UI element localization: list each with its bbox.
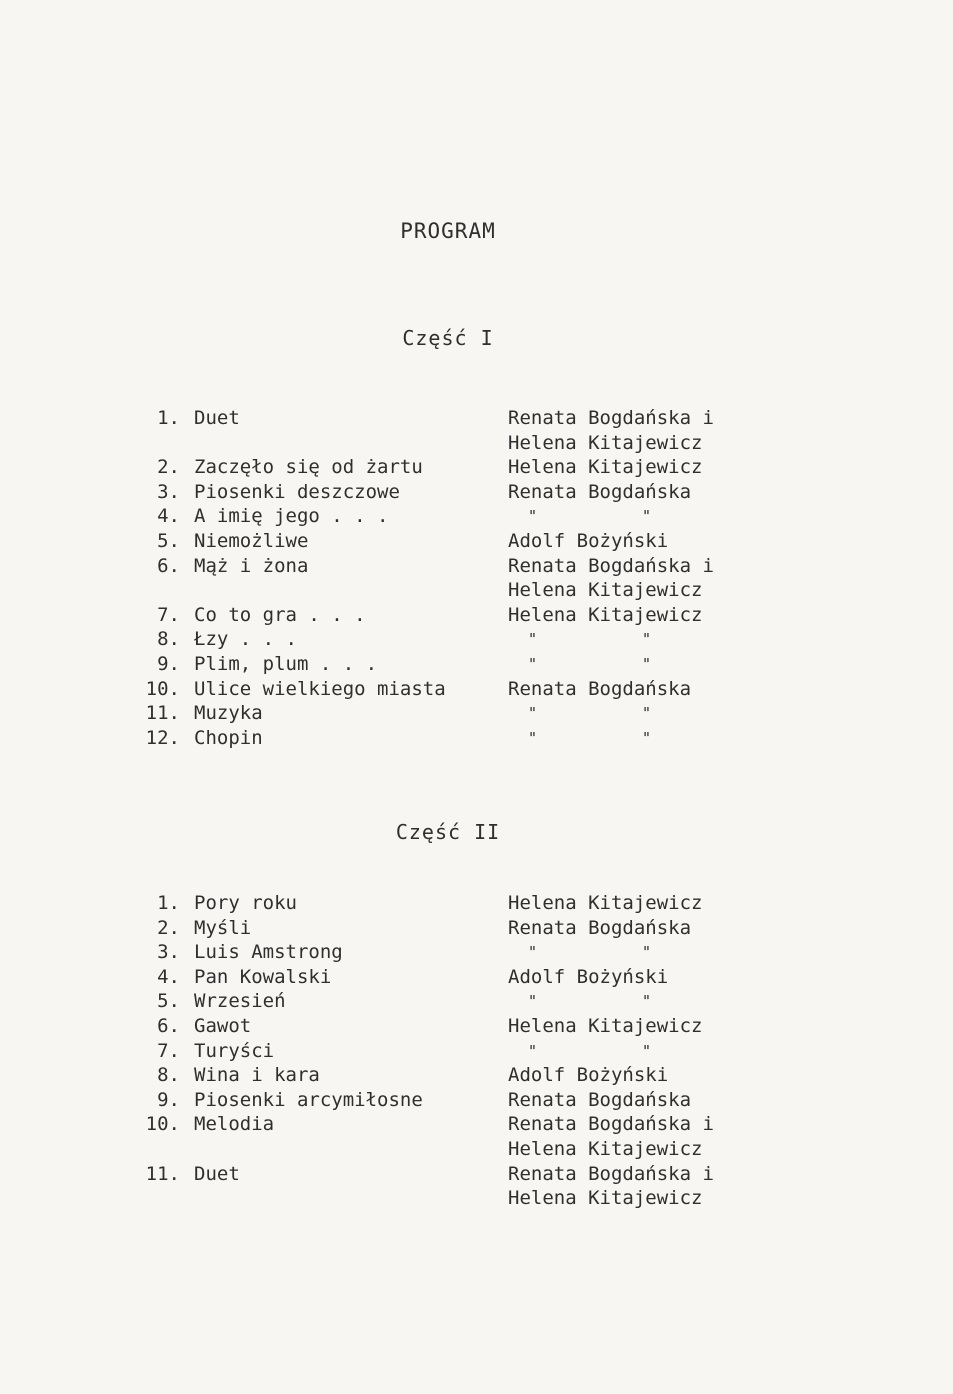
performer-name: Adolf Bożyński bbox=[508, 529, 669, 552]
program-row bbox=[0, 726, 953, 751]
ditto-mark-right: " bbox=[642, 1041, 652, 1060]
item-number: 6. bbox=[157, 554, 180, 577]
performer-name: Helena Kitajewicz bbox=[508, 579, 703, 602]
piece-title: Turyści bbox=[194, 1039, 275, 1062]
program-row bbox=[0, 480, 953, 505]
program-row bbox=[0, 554, 953, 579]
item-number: 7. bbox=[157, 1039, 180, 1062]
program-row bbox=[0, 965, 953, 990]
program-row bbox=[0, 1186, 953, 1211]
piece-title: Piosenki arcymiłosne bbox=[194, 1088, 423, 1111]
performer-name: Helena Kitajewicz bbox=[508, 1187, 703, 1210]
program-row bbox=[0, 504, 953, 529]
part-2-heading: Część II bbox=[395, 820, 501, 844]
item-number: 10. bbox=[145, 677, 180, 700]
program-row bbox=[0, 1039, 953, 1064]
performer-name: Helena Kitajewicz bbox=[508, 603, 703, 626]
piece-title: Duet bbox=[194, 1162, 240, 1185]
item-number: 8. bbox=[157, 1064, 180, 1087]
program-row bbox=[0, 529, 953, 554]
piece-title: Duet bbox=[194, 407, 240, 429]
ditto-mark-right: " bbox=[642, 728, 652, 747]
performer-name: Renata Bogdańska i bbox=[508, 554, 714, 577]
performer-name: Renata Bogdańska i bbox=[508, 1113, 714, 1136]
program-row bbox=[0, 677, 953, 702]
ditto-mark-left: " bbox=[528, 507, 538, 526]
program-row bbox=[0, 1088, 953, 1113]
ditto-mark-left: " bbox=[528, 704, 538, 723]
item-number: 2. bbox=[157, 916, 180, 939]
item-number: 6. bbox=[157, 1014, 180, 1037]
ditto-mark-left: " bbox=[528, 992, 538, 1011]
ditto-mark-left: " bbox=[528, 943, 538, 962]
program-row bbox=[0, 652, 953, 677]
ditto-mark-right: " bbox=[642, 992, 652, 1011]
program-row bbox=[0, 701, 953, 726]
piece-title: Luis Amstrong bbox=[194, 941, 343, 964]
item-number: 3. bbox=[157, 480, 180, 503]
piece-title: Pan Kowalski bbox=[194, 965, 332, 988]
program-row bbox=[0, 940, 953, 965]
item-number: 12. bbox=[145, 726, 180, 749]
item-number: 1. bbox=[157, 407, 180, 429]
item-number: 9. bbox=[157, 652, 180, 675]
item-number: 4. bbox=[157, 965, 180, 988]
program-row bbox=[0, 891, 953, 916]
item-number: 10. bbox=[145, 1113, 180, 1136]
performer-name: Helena Kitajewicz bbox=[508, 431, 703, 454]
piece-title: Piosenki deszczowe bbox=[194, 480, 400, 503]
part-2-list bbox=[0, 891, 953, 1211]
program-row bbox=[0, 1112, 953, 1137]
performer-name: Renata Bogdańska bbox=[508, 677, 692, 700]
piece-title: Gawot bbox=[194, 1014, 252, 1037]
piece-title: Łzy . . . bbox=[194, 628, 297, 651]
item-number: 5. bbox=[157, 990, 180, 1013]
program-row bbox=[0, 431, 953, 456]
piece-title: Pory roku bbox=[194, 892, 297, 914]
ditto-mark-left: " bbox=[528, 630, 538, 649]
piece-title: Co to gra . . . bbox=[194, 603, 366, 626]
program-row bbox=[0, 1137, 953, 1162]
ditto-mark-right: " bbox=[642, 507, 652, 526]
performer-name: Renata Bogdańska bbox=[508, 1088, 692, 1111]
piece-title: Melodia bbox=[194, 1113, 275, 1136]
ditto-mark-right: " bbox=[642, 704, 652, 723]
ditto-mark-left: " bbox=[528, 654, 538, 673]
program-row bbox=[0, 1162, 953, 1187]
performer-name: Helena Kitajewicz bbox=[508, 456, 703, 479]
piece-title: Muzyka bbox=[194, 702, 263, 725]
performer-name: Renata Bogdańska bbox=[508, 916, 692, 939]
piece-title: Mąż i żona bbox=[194, 554, 309, 577]
item-number: 11. bbox=[145, 702, 180, 725]
piece-title: Plim, plum . . . bbox=[194, 652, 378, 675]
part-1-heading: Część I bbox=[402, 326, 494, 350]
program-row bbox=[0, 603, 953, 628]
ditto-mark-left: " bbox=[528, 1041, 538, 1060]
performer-name: Renata Bogdańska i bbox=[508, 1162, 714, 1185]
part-1-list bbox=[0, 406, 953, 750]
ditto-mark-right: " bbox=[642, 630, 652, 649]
performer-name: Helena Kitajewicz bbox=[508, 892, 703, 914]
performer-name: Renata Bogdańska i bbox=[508, 407, 714, 429]
piece-title: A imię jego . . . bbox=[194, 505, 389, 528]
piece-title: Wina i kara bbox=[194, 1064, 320, 1087]
ditto-mark-right: " bbox=[642, 943, 652, 962]
program-row bbox=[0, 627, 953, 652]
item-number: 1. bbox=[157, 892, 180, 914]
program-row bbox=[0, 916, 953, 941]
performer-name: Adolf Bożyński bbox=[508, 965, 669, 988]
program-row bbox=[0, 1014, 953, 1039]
piece-title: Niemożliwe bbox=[194, 529, 309, 552]
performer-name: Helena Kitajewicz bbox=[508, 1137, 703, 1160]
item-number: 8. bbox=[157, 628, 180, 651]
page-title: PROGRAM bbox=[400, 219, 496, 243]
program-row bbox=[0, 1063, 953, 1088]
item-number: 11. bbox=[145, 1162, 180, 1185]
piece-title: Wrzesień bbox=[194, 990, 286, 1013]
piece-title: Zaczęło się od żartu bbox=[194, 456, 423, 479]
program-row bbox=[0, 578, 953, 603]
item-number: 3. bbox=[157, 941, 180, 964]
performer-name: Adolf Bożyński bbox=[508, 1064, 669, 1087]
item-number: 4. bbox=[157, 505, 180, 528]
piece-title: Ulice wielkiego miasta bbox=[194, 677, 446, 700]
program-row bbox=[0, 406, 953, 431]
ditto-mark-left: " bbox=[528, 728, 538, 747]
piece-title: Chopin bbox=[194, 726, 263, 749]
item-number: 2. bbox=[157, 456, 180, 479]
piece-title: Myśli bbox=[194, 916, 252, 939]
performer-name: Renata Bogdańska bbox=[508, 480, 692, 503]
performer-name: Helena Kitajewicz bbox=[508, 1014, 703, 1037]
item-number: 5. bbox=[157, 529, 180, 552]
program-row bbox=[0, 989, 953, 1014]
ditto-mark-right: " bbox=[642, 654, 652, 673]
item-number: 9. bbox=[157, 1088, 180, 1111]
item-number: 7. bbox=[157, 603, 180, 626]
program-row bbox=[0, 455, 953, 480]
